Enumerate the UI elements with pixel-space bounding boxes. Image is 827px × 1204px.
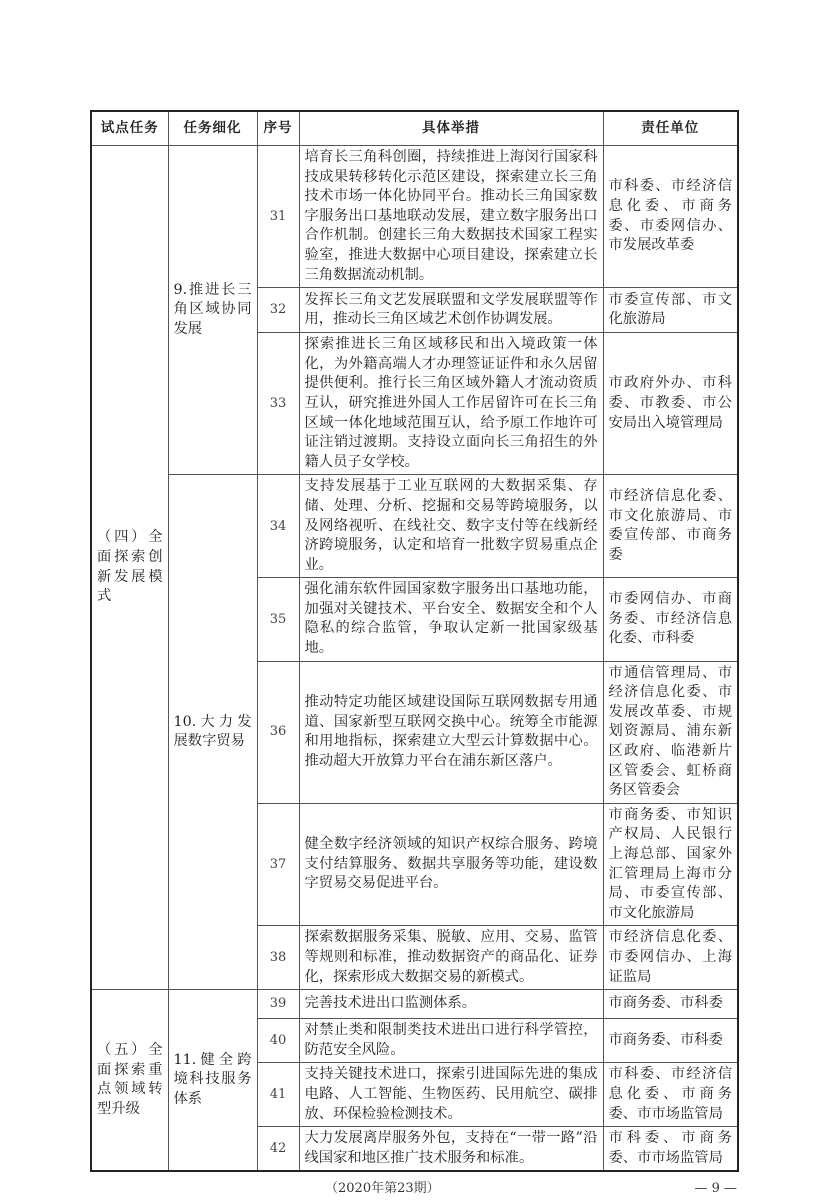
header-units: 责任单位 [603, 111, 738, 146]
measure-cell: 发挥长三角文艺发展联盟和文学发展联盟等作用，推动长三角区域艺术创作协调发展。 [299, 288, 603, 333]
units-cell: 市科委、市经济信息化委、市商务委、市市场监管局 [603, 1063, 738, 1127]
table-header [91, 111, 738, 146]
measure-cell: 探索数据服务采集、脱敏、应用、交易、监管等规则和标准，推动数据资产的商品化、证券化，探索形成大数据交易的新模式。 [299, 926, 603, 990]
measure-cell: 完善技术进出口监测体系。 [299, 990, 603, 1019]
task-cell: （四）全面探索创新发展模式 [91, 146, 168, 990]
subtask-cell: 11.健全跨境科技服务体系 [168, 990, 257, 1172]
row-number: 37 [257, 803, 299, 926]
task-cell: （五）全面探索重点领域转型升级 [91, 990, 168, 1172]
units-cell: 市经济信息化委、市文化旅游局、市委宣传部、市商务委 [603, 475, 738, 578]
units-cell: 市科委、市经济信息化委、市商务委、市委网信办、市发展改革委 [603, 146, 738, 288]
header-subtask: 任务细化 [168, 111, 257, 146]
row-number: 35 [257, 578, 299, 661]
page-number: — 9 — [694, 1181, 737, 1197]
subtask-cell: 10.大力发展数字贸易 [168, 475, 257, 990]
measure-cell: 支持关键技术进口，探索引进国际先进的集成电路、人工智能、生物医药、民用航空、碳排放、环保检验检测技术。 [299, 1063, 603, 1127]
row-number: 31 [257, 146, 299, 288]
row-number: 36 [257, 661, 299, 803]
units-cell: 市科委、市商务委、市市场监管局 [603, 1127, 738, 1172]
measure-cell: 强化浦东软件园国家数字服务出口基地功能，加强对关键技术、平台安全、数据安全和个人隐私的综合监管，争取认定新一批国家级基地。 [299, 578, 603, 661]
row-number: 39 [257, 990, 299, 1019]
row-number: 34 [257, 475, 299, 578]
units-cell: 市商务委、市科委 [603, 990, 738, 1019]
header-measure: 具体举措 [299, 111, 603, 146]
measure-cell: 支持发展基于工业互联网的大数据采集、存储、处理、分析、挖掘和交易等跨境服务，以及网络视听、在线社交、数字支付等在线新经济跨境服务，认定和培育一批数字贸易重点企业。 [299, 475, 603, 578]
measure-cell: 推动特定功能区域建设国际互联网数据专用通道、国家新型互联网交换中心。统筹全市能源和用地指标，探索建立大型云计算数据中心。推动超大开放算力平台在浦东新区落户。 [299, 661, 603, 803]
measures-table [90, 110, 739, 1172]
row-number: 33 [257, 333, 299, 475]
units-cell: 市委宣传部、市文化旅游局 [603, 288, 738, 333]
measure-cell: 对禁止类和限制类技术进出口进行科学管控，防范安全风险。 [299, 1019, 603, 1063]
table-row [91, 990, 738, 1019]
header-task: 试点任务 [91, 111, 168, 146]
issue-label: （2020年第23期） [325, 1181, 440, 1197]
units-cell: 市委网信办、市商务委、市经济信息化委、市科委 [603, 578, 738, 661]
units-cell: 市通信管理局、市经济信息化委、市发展改革委、市规划资源局、浦东新区政府、临港新片区管委会、虹桥商务区管委会 [603, 661, 738, 803]
page-footer [90, 1180, 737, 1204]
measure-cell: 探索推进长三角区域移民和出入境政策一体化，为外籍高端人才办理签证证件和永久居留提供便利。推行长三角区域外籍人才流动资质互认，研究推进外国人工作居留许可在长三角区域一体化地域范围互认，给予原工作地许可证注销过渡期。支持设立面向长三角招生的外籍人员子女学校。 [299, 333, 603, 475]
row-number: 40 [257, 1019, 299, 1063]
units-cell: 市政府外办、市科委、市教委、市公安局出入境管理局 [603, 333, 738, 475]
units-cell: 市经济信息化委、市委网信办、上海证监局 [603, 926, 738, 990]
units-cell: 市商务委、市知识产权局、人民银行上海总部、国家外汇管理局上海市分局、市委宣传部、市文化旅游局 [603, 803, 738, 926]
measure-cell: 大力发展离岸服务外包，支持在“一带一路”沿线国家和地区推广技术服务和标准。 [299, 1127, 603, 1172]
measure-cell: 培育长三角科创圈，持续推进上海闵行国家科技成果转移转化示范区建设，探索建立长三角技术市场一体化协同平台。推动长三角国家数字服务出口基地联动发展，建立数字服务出口合作机制。创建长三角大数据技术国家工程实验室，推进大数据中心项目建设，探索建立长三角数据流动机制。 [299, 146, 603, 288]
measure-cell: 健全数字经济领域的知识产权综合服务、跨境支付结算服务、数据共享服务等功能，建设数字贸易交易促进平台。 [299, 803, 603, 926]
units-cell: 市商务委、市科委 [603, 1019, 738, 1063]
header-number: 序号 [257, 111, 299, 146]
row-number: 42 [257, 1127, 299, 1172]
row-number: 41 [257, 1063, 299, 1127]
subtask-cell: 9.推进长三角区域协同发展 [168, 146, 257, 475]
table-row [91, 475, 738, 578]
row-number: 32 [257, 288, 299, 333]
table-row [91, 146, 738, 288]
row-number: 38 [257, 926, 299, 990]
